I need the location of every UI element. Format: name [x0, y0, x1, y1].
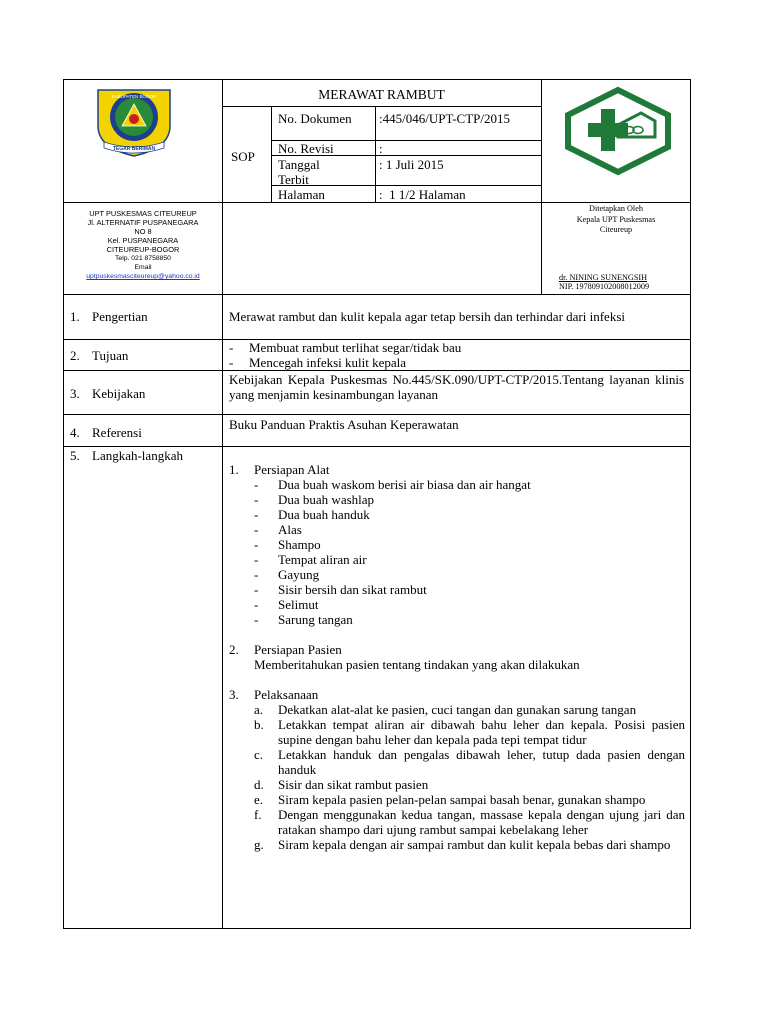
row-label-langkah: Langkah-langkah: [92, 448, 183, 463]
sop-label: SOP: [231, 149, 255, 164]
alat-item: Selimut: [278, 597, 319, 612]
list-item: - Gayung: [254, 567, 320, 582]
pengertian-text: Merawat rambut dan kulit kepala agar tetap bersih dan terhindar dari infeksi: [229, 309, 625, 324]
pelaksanaan-item: Letakkan handuk dan pengalas dibawah leher, tutup dada pasien dengan handuk: [278, 747, 685, 777]
meta-value-no-revisi: :: [379, 141, 383, 156]
alat-item: Tempat aliran air: [278, 552, 367, 567]
row-num-kebijakan: 3.: [70, 386, 80, 401]
item-letter: g.: [254, 837, 264, 852]
step-number: 3.: [229, 687, 239, 702]
referensi-text: Buku Panduan Praktis Asuhan Keperawatan: [229, 417, 459, 432]
list-item: [254, 777, 685, 792]
institution-line: UPT PUSKESMAS CITEUREUP: [89, 209, 197, 218]
pelaksanaan-list: [229, 702, 685, 852]
tujuan-list: [229, 340, 684, 370]
list-item: [254, 837, 685, 852]
item-letter: e.: [254, 792, 264, 807]
tujuan-item: Membuat rambut terlihat segar/tidak bau: [249, 340, 462, 355]
row-num-langkah: 5.: [70, 448, 80, 463]
list-item: - Alas: [254, 522, 302, 537]
list-item: - Membuat rambut terlihat segar/tidak bau: [229, 340, 462, 355]
list-item: - Tempat aliran air: [254, 552, 367, 567]
crest-top-text: KABUPATEN BOGOR: [111, 94, 157, 99]
row-num-tujuan: 2.: [70, 348, 80, 363]
approval-line: Ditetapkan Oleh: [589, 204, 643, 213]
institution-line: Email: [134, 264, 152, 271]
persiapan-pasien-text: Memberitahukan pasien tentang tindakan yang akan dilakukan: [254, 657, 580, 672]
bogor-crest-logo: [94, 86, 174, 158]
row-label-tujuan: Tujuan: [92, 348, 129, 363]
step-number: 1.: [229, 462, 239, 477]
item-letter: f.: [254, 807, 262, 822]
list-item: [254, 747, 685, 777]
alat-item: Dua buah waskom berisi air biasa dan air hangat: [278, 477, 531, 492]
item-letter: b.: [254, 717, 264, 732]
list-item: - Shampo: [254, 537, 321, 552]
row-label-referensi: Referensi: [92, 425, 142, 440]
alat-item: Alas: [278, 522, 302, 537]
item-letter: a.: [254, 702, 264, 717]
row-label-kebijakan: Kebijakan: [92, 386, 146, 401]
institution-line: NO 8: [134, 227, 152, 236]
document-title: MERAWAT RAMBUT: [318, 87, 445, 102]
meta-value-no-dokumen: :445/046/UPT-CTP/2015: [379, 111, 510, 126]
persiapan-alat-list: [229, 477, 685, 627]
meta-label-no-revisi: No. Revisi: [278, 141, 334, 156]
approval-signatory-name: dr. NINING SUNENGSIH: [559, 273, 648, 282]
list-item: - Dua buah handuk: [254, 507, 370, 522]
step-heading: [229, 462, 685, 477]
meta-label-tanggal-terbit: Tanggal Terbit: [278, 157, 320, 187]
approval-block: [542, 204, 690, 236]
pelaksanaan-item: Siram kepala pasien pelan-pelan sampai basah benar, gunakan shampo: [278, 792, 646, 807]
list-item: [254, 717, 685, 747]
institution-block: [64, 209, 222, 281]
alat-item: Sisir bersih dan sikat rambut: [278, 582, 427, 597]
row-num-referensi: 4.: [70, 425, 80, 440]
step-title: Persiapan Pasien: [254, 642, 342, 657]
tujuan-item: Mencegah infeksi kulit kepala: [249, 355, 407, 370]
meta-label-halaman: Halaman: [278, 187, 325, 202]
kebijakan-text: Kebijakan Kepala Puskesmas No.445/SK.090/UPT-CTP/2015.Tentang layanan klinis yang menjamin kesinambungan layanan: [229, 372, 684, 402]
alat-item: Dua buah handuk: [278, 507, 370, 522]
alat-item: Sarung tangan: [278, 612, 353, 627]
institution-line: CITEUREUP-BOGOR: [106, 245, 180, 254]
pelaksanaan-item: Letakkan tempat aliran air dibawah bahu leher dan kepala. Posisi pasien supine dengan bahu leher dan kepala pada tepi tempat tidur: [278, 717, 685, 747]
list-item: - Dua buah waskom berisi air biasa dan air hangat: [254, 477, 531, 492]
institution-line: Telp. 021 8758850: [115, 255, 171, 262]
step-title: Persiapan Alat: [254, 462, 330, 477]
pelaksanaan-item: Siram kepala dengan air sampai rambut dan kulit kepala bebas dari shampo: [278, 837, 671, 852]
list-item: [254, 702, 685, 717]
list-item: - Selimut: [254, 597, 319, 612]
row-label-pengertian: Pengertian: [92, 309, 148, 324]
list-item: - Dua buah washlap: [254, 492, 375, 507]
alat-item: Shampo: [278, 537, 321, 552]
approval-line: Citeureup: [599, 225, 633, 234]
step-heading: [229, 642, 685, 657]
approval-nip: NIP. 197809102008012009: [559, 282, 650, 291]
meta-value-tanggal-terbit: : 1 Juli 2015: [379, 157, 444, 172]
step-heading: [229, 687, 685, 702]
list-item: [254, 792, 685, 807]
institution-email-link[interactable]: uptpuskesmasciteureup@yahoo.co.id: [86, 273, 200, 280]
pelaksanaan-item: Sisir dan sikat rambut pasien: [278, 777, 429, 792]
pelaksanaan-item: Dengan menggunakan kedua tangan, massase kepala dengan ujung jari dan ratakan shampo dari ujung rambut sampai kebelakang leher: [278, 807, 685, 837]
meta-label-no-dokumen: No. Dokumen: [278, 111, 352, 126]
puskesmas-logo: [563, 85, 673, 177]
step-title: Pelaksanaan: [254, 687, 319, 702]
list-item: - Sarung tangan: [254, 612, 353, 627]
meta-value-halaman: : 1 1/2 Halaman: [379, 187, 466, 202]
item-letter: d.: [254, 777, 264, 792]
pelaksanaan-item: Dekatkan alat-alat ke pasien, cuci tangan dan gunakan sarung tangan: [278, 702, 637, 717]
list-item: [254, 807, 685, 837]
list-item: - Sisir bersih dan sikat rambut: [254, 582, 427, 597]
approval-line: Kepala UPT Puskesmas: [576, 214, 656, 224]
crest-ribbon-text: TEGAR BERIMAN: [112, 146, 156, 152]
step-number: 2.: [229, 642, 239, 657]
list-item: - Mencegah infeksi kulit kepala: [229, 355, 407, 370]
institution-line: Jl. ALTERNATIF PUSPANEGARA: [87, 218, 199, 227]
alat-item: Dua buah washlap: [278, 492, 375, 507]
institution-line: Kel. PUSPANEGARA: [107, 236, 179, 245]
steps-section: [229, 462, 685, 852]
alat-item: Gayung: [278, 567, 320, 582]
row-num-pengertian: 1.: [70, 309, 80, 324]
item-letter: c.: [254, 747, 264, 762]
